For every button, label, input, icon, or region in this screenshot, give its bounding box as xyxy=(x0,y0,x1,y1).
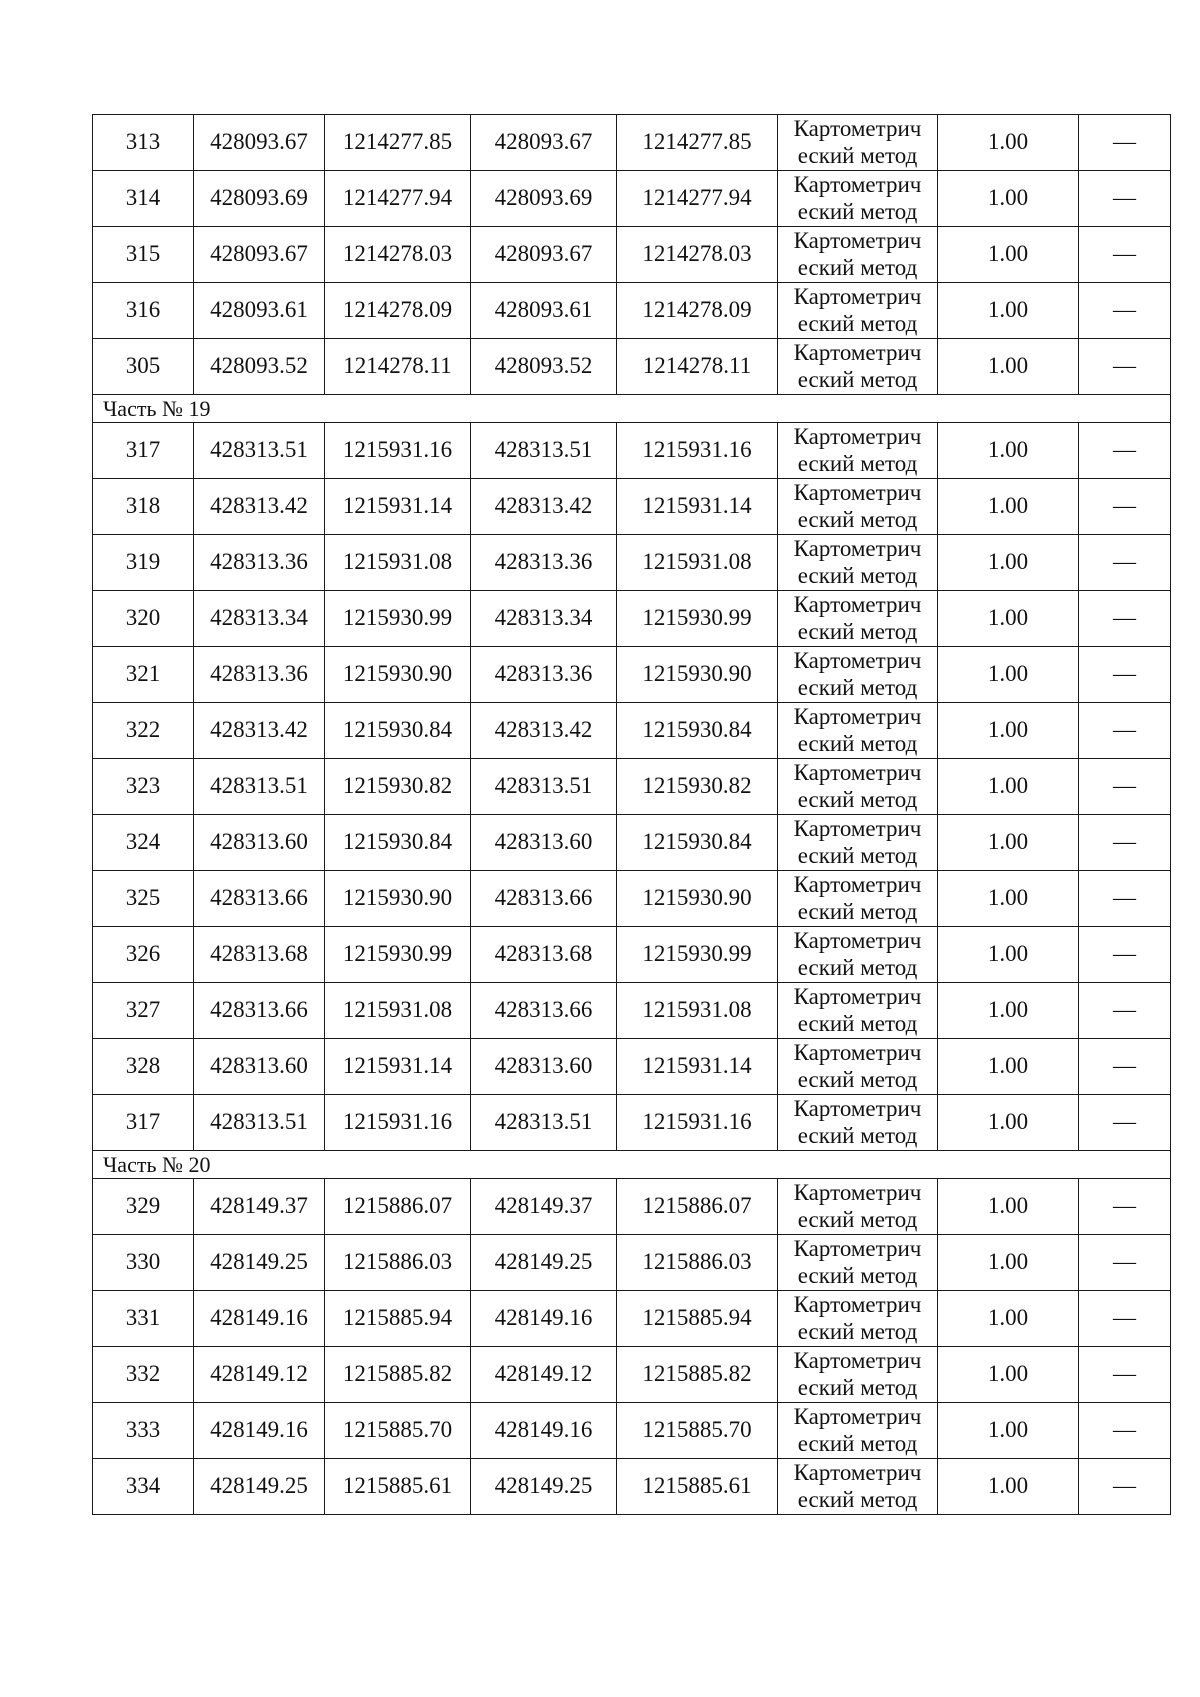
table-row xyxy=(93,1403,1171,1459)
method-line-2: еский метод xyxy=(797,954,918,980)
new-y-cell: 1215931.16 xyxy=(617,423,778,479)
method-line-1: Картометрич xyxy=(793,704,922,730)
table-row xyxy=(93,647,1171,703)
existing-y-cell: 1214277.94 xyxy=(325,171,471,227)
new-x-cell: 428313.42 xyxy=(471,703,617,759)
new-x-cell: 428313.51 xyxy=(471,423,617,479)
existing-x-cell: 428313.36 xyxy=(194,535,325,591)
table-row xyxy=(93,283,1171,339)
method-line-1: Картометрич xyxy=(793,1460,922,1486)
existing-x-cell: 428313.51 xyxy=(194,1095,325,1151)
point-number-cell: 323 xyxy=(93,759,194,815)
new-x-cell: 428093.69 xyxy=(471,171,617,227)
table-body xyxy=(93,115,1171,1515)
table-row xyxy=(93,423,1171,479)
existing-y-cell: 1215930.90 xyxy=(325,871,471,927)
existing-y-cell: 1214277.85 xyxy=(325,115,471,171)
new-x-cell: 428313.68 xyxy=(471,927,617,983)
new-x-cell: 428313.42 xyxy=(471,479,617,535)
existing-x-cell: 428149.16 xyxy=(194,1291,325,1347)
method-cell xyxy=(778,339,938,395)
table-row xyxy=(93,983,1171,1039)
new-x-cell: 428149.12 xyxy=(471,1347,617,1403)
note-cell: — xyxy=(1079,927,1171,983)
method-cell xyxy=(778,815,938,871)
table-row xyxy=(93,1235,1171,1291)
method-line-1: Картометрич xyxy=(793,284,922,310)
accuracy-cell: 1.00 xyxy=(938,423,1079,479)
existing-x-cell: 428313.60 xyxy=(194,1039,325,1095)
existing-y-cell: 1214278.09 xyxy=(325,283,471,339)
note-cell: — xyxy=(1079,1403,1171,1459)
existing-x-cell: 428093.52 xyxy=(194,339,325,395)
accuracy-cell: 1.00 xyxy=(938,647,1079,703)
existing-x-cell: 428313.42 xyxy=(194,703,325,759)
point-number-cell: 328 xyxy=(93,1039,194,1095)
new-y-cell: 1215886.03 xyxy=(617,1235,778,1291)
note-cell: — xyxy=(1079,283,1171,339)
method-line-2: еский метод xyxy=(797,618,918,644)
method-line-1: Картометрич xyxy=(793,760,922,786)
table-row xyxy=(93,1291,1171,1347)
point-number-cell: 329 xyxy=(93,1179,194,1235)
point-number-cell: 330 xyxy=(93,1235,194,1291)
method-line-1: Картометрич xyxy=(793,480,922,506)
point-number-cell: 318 xyxy=(93,479,194,535)
new-y-cell: 1215930.99 xyxy=(617,927,778,983)
existing-x-cell: 428313.60 xyxy=(194,815,325,871)
existing-x-cell: 428093.61 xyxy=(194,283,325,339)
existing-y-cell: 1215930.84 xyxy=(325,703,471,759)
method-line-2: еский метод xyxy=(797,1206,918,1232)
accuracy-cell: 1.00 xyxy=(938,591,1079,647)
existing-x-cell: 428093.69 xyxy=(194,171,325,227)
note-cell: — xyxy=(1079,479,1171,535)
existing-y-cell: 1215885.82 xyxy=(325,1347,471,1403)
method-line-2: еский метод xyxy=(797,366,918,392)
accuracy-cell: 1.00 xyxy=(938,759,1079,815)
table-row xyxy=(93,815,1171,871)
existing-y-cell: 1215931.16 xyxy=(325,1095,471,1151)
new-y-cell: 1215930.90 xyxy=(617,871,778,927)
new-x-cell: 428313.60 xyxy=(471,1039,617,1095)
new-y-cell: 1215885.94 xyxy=(617,1291,778,1347)
new-x-cell: 428149.16 xyxy=(471,1291,617,1347)
new-x-cell: 428149.25 xyxy=(471,1235,617,1291)
new-x-cell: 428313.60 xyxy=(471,815,617,871)
new-x-cell: 428313.36 xyxy=(471,647,617,703)
note-cell: — xyxy=(1079,1095,1171,1151)
existing-y-cell: 1215931.14 xyxy=(325,1039,471,1095)
method-line-1: Картометрич xyxy=(793,1096,922,1122)
note-cell: — xyxy=(1079,647,1171,703)
table-row xyxy=(93,1179,1171,1235)
existing-x-cell: 428149.25 xyxy=(194,1459,325,1515)
note-cell: — xyxy=(1079,423,1171,479)
new-y-cell: 1215931.14 xyxy=(617,1039,778,1095)
method-line-2: еский метод xyxy=(797,1066,918,1092)
method-line-1: Картометрич xyxy=(793,592,922,618)
accuracy-cell: 1.00 xyxy=(938,703,1079,759)
method-cell xyxy=(778,871,938,927)
method-cell xyxy=(778,479,938,535)
table-row xyxy=(93,703,1171,759)
method-cell xyxy=(778,1459,938,1515)
new-y-cell: 1215886.07 xyxy=(617,1179,778,1235)
existing-x-cell: 428313.36 xyxy=(194,647,325,703)
new-x-cell: 428313.66 xyxy=(471,983,617,1039)
table-row xyxy=(93,759,1171,815)
method-line-2: еский метод xyxy=(797,674,918,700)
new-y-cell: 1215885.82 xyxy=(617,1347,778,1403)
table-row xyxy=(93,535,1171,591)
note-cell: — xyxy=(1079,983,1171,1039)
existing-y-cell: 1215886.03 xyxy=(325,1235,471,1291)
method-line-2: еский метод xyxy=(797,450,918,476)
method-line-1: Картометрич xyxy=(793,172,922,198)
method-line-2: еский метод xyxy=(797,730,918,756)
existing-x-cell: 428313.42 xyxy=(194,479,325,535)
existing-y-cell: 1215886.07 xyxy=(325,1179,471,1235)
new-y-cell: 1215931.16 xyxy=(617,1095,778,1151)
note-cell: — xyxy=(1079,591,1171,647)
new-y-cell: 1214277.94 xyxy=(617,171,778,227)
new-x-cell: 428313.34 xyxy=(471,591,617,647)
method-line-1: Картометрич xyxy=(793,928,922,954)
method-line-1: Картометрич xyxy=(793,1236,922,1262)
new-y-cell: 1214277.85 xyxy=(617,115,778,171)
existing-x-cell: 428149.12 xyxy=(194,1347,325,1403)
part-heading-row xyxy=(93,395,1171,423)
new-x-cell: 428093.67 xyxy=(471,227,617,283)
method-line-2: еский метод xyxy=(797,1262,918,1288)
note-cell: — xyxy=(1079,703,1171,759)
point-number-cell: 313 xyxy=(93,115,194,171)
method-line-1: Картометрич xyxy=(793,872,922,898)
table-row xyxy=(93,115,1171,171)
existing-y-cell: 1214278.11 xyxy=(325,339,471,395)
note-cell: — xyxy=(1079,815,1171,871)
existing-x-cell: 428313.66 xyxy=(194,871,325,927)
point-number-cell: 321 xyxy=(93,647,194,703)
table-row xyxy=(93,1039,1171,1095)
accuracy-cell: 1.00 xyxy=(938,115,1079,171)
point-number-cell: 327 xyxy=(93,983,194,1039)
accuracy-cell: 1.00 xyxy=(938,227,1079,283)
method-cell xyxy=(778,1291,938,1347)
point-number-cell: 317 xyxy=(93,1095,194,1151)
note-cell: — xyxy=(1079,115,1171,171)
accuracy-cell: 1.00 xyxy=(938,871,1079,927)
method-line-2: еский метод xyxy=(797,254,918,280)
method-line-1: Картометрич xyxy=(793,536,922,562)
new-y-cell: 1215931.14 xyxy=(617,479,778,535)
new-y-cell: 1214278.09 xyxy=(617,283,778,339)
note-cell: — xyxy=(1079,1347,1171,1403)
existing-x-cell: 428093.67 xyxy=(194,227,325,283)
method-cell xyxy=(778,115,938,171)
new-y-cell: 1215930.99 xyxy=(617,591,778,647)
note-cell: — xyxy=(1079,535,1171,591)
new-x-cell: 428093.52 xyxy=(471,339,617,395)
method-line-1: Картометрич xyxy=(793,816,922,842)
existing-y-cell: 1215931.16 xyxy=(325,423,471,479)
accuracy-cell: 1.00 xyxy=(938,1235,1079,1291)
note-cell: — xyxy=(1079,339,1171,395)
method-line-2: еский метод xyxy=(797,310,918,336)
existing-x-cell: 428149.25 xyxy=(194,1235,325,1291)
accuracy-cell: 1.00 xyxy=(938,1039,1079,1095)
method-line-2: еский метод xyxy=(797,142,918,168)
method-line-1: Картометрич xyxy=(793,984,922,1010)
new-y-cell: 1215930.82 xyxy=(617,759,778,815)
existing-x-cell: 428093.67 xyxy=(194,115,325,171)
method-cell xyxy=(778,759,938,815)
method-line-2: еский метод xyxy=(797,198,918,224)
table-row xyxy=(93,871,1171,927)
existing-y-cell: 1215885.61 xyxy=(325,1459,471,1515)
note-cell: — xyxy=(1079,227,1171,283)
point-number-cell: 324 xyxy=(93,815,194,871)
accuracy-cell: 1.00 xyxy=(938,983,1079,1039)
existing-x-cell: 428313.66 xyxy=(194,983,325,1039)
method-line-1: Картометрич xyxy=(793,648,922,674)
existing-y-cell: 1215930.90 xyxy=(325,647,471,703)
method-cell xyxy=(778,1235,938,1291)
table-row xyxy=(93,591,1171,647)
table-row xyxy=(93,1459,1171,1515)
method-line-2: еский метод xyxy=(797,562,918,588)
note-cell: — xyxy=(1079,1459,1171,1515)
accuracy-cell: 1.00 xyxy=(938,535,1079,591)
point-number-cell: 332 xyxy=(93,1347,194,1403)
method-line-2: еский метод xyxy=(797,1010,918,1036)
method-cell xyxy=(778,647,938,703)
accuracy-cell: 1.00 xyxy=(938,479,1079,535)
point-number-cell: 320 xyxy=(93,591,194,647)
new-y-cell: 1215930.84 xyxy=(617,815,778,871)
method-cell xyxy=(778,1179,938,1235)
accuracy-cell: 1.00 xyxy=(938,815,1079,871)
note-cell: — xyxy=(1079,1291,1171,1347)
new-y-cell: 1215930.90 xyxy=(617,647,778,703)
existing-y-cell: 1215885.94 xyxy=(325,1291,471,1347)
existing-x-cell: 428313.68 xyxy=(194,927,325,983)
point-number-cell: 316 xyxy=(93,283,194,339)
point-number-cell: 322 xyxy=(93,703,194,759)
method-line-2: еский метод xyxy=(797,898,918,924)
point-number-cell: 326 xyxy=(93,927,194,983)
method-line-1: Картометрич xyxy=(793,1404,922,1430)
existing-y-cell: 1215930.99 xyxy=(325,927,471,983)
new-y-cell: 1214278.11 xyxy=(617,339,778,395)
existing-x-cell: 428313.51 xyxy=(194,759,325,815)
new-x-cell: 428313.51 xyxy=(471,1095,617,1151)
new-y-cell: 1215931.08 xyxy=(617,535,778,591)
note-cell: — xyxy=(1079,1235,1171,1291)
table-row xyxy=(93,1095,1171,1151)
existing-y-cell: 1215930.84 xyxy=(325,815,471,871)
point-number-cell: 317 xyxy=(93,423,194,479)
existing-x-cell: 428149.37 xyxy=(194,1179,325,1235)
table-row xyxy=(93,479,1171,535)
note-cell: — xyxy=(1079,871,1171,927)
new-y-cell: 1215885.61 xyxy=(617,1459,778,1515)
point-number-cell: 305 xyxy=(93,339,194,395)
accuracy-cell: 1.00 xyxy=(938,1347,1079,1403)
accuracy-cell: 1.00 xyxy=(938,1179,1079,1235)
existing-y-cell: 1215930.82 xyxy=(325,759,471,815)
accuracy-cell: 1.00 xyxy=(938,1459,1079,1515)
accuracy-cell: 1.00 xyxy=(938,283,1079,339)
note-cell: — xyxy=(1079,171,1171,227)
table-row xyxy=(93,339,1171,395)
new-y-cell: 1214278.03 xyxy=(617,227,778,283)
method-line-1: Картометрич xyxy=(793,1292,922,1318)
method-line-1: Картометрич xyxy=(793,1180,922,1206)
method-line-2: еский метод xyxy=(797,506,918,532)
table-row xyxy=(93,227,1171,283)
method-line-1: Картометрич xyxy=(793,1348,922,1374)
part-heading: Часть № 20 xyxy=(93,1151,1171,1179)
new-x-cell: 428149.37 xyxy=(471,1179,617,1235)
accuracy-cell: 1.00 xyxy=(938,927,1079,983)
method-cell xyxy=(778,1403,938,1459)
part-heading: Часть № 19 xyxy=(93,395,1171,423)
accuracy-cell: 1.00 xyxy=(938,171,1079,227)
method-cell xyxy=(778,927,938,983)
new-x-cell: 428149.25 xyxy=(471,1459,617,1515)
method-line-2: еский метод xyxy=(797,1318,918,1344)
new-y-cell: 1215885.70 xyxy=(617,1403,778,1459)
coordinates-table xyxy=(92,114,1171,1515)
part-heading-row xyxy=(93,1151,1171,1179)
method-line-1: Картометрич xyxy=(793,424,922,450)
new-x-cell: 428313.36 xyxy=(471,535,617,591)
method-line-1: Картометрич xyxy=(793,340,922,366)
method-cell xyxy=(778,1347,938,1403)
existing-x-cell: 428313.34 xyxy=(194,591,325,647)
method-line-1: Картометрич xyxy=(793,1040,922,1066)
method-line-1: Картометрич xyxy=(793,116,922,142)
point-number-cell: 331 xyxy=(93,1291,194,1347)
accuracy-cell: 1.00 xyxy=(938,339,1079,395)
existing-x-cell: 428313.51 xyxy=(194,423,325,479)
existing-x-cell: 428149.16 xyxy=(194,1403,325,1459)
new-y-cell: 1215930.84 xyxy=(617,703,778,759)
method-line-2: еский метод xyxy=(797,1430,918,1456)
method-cell xyxy=(778,703,938,759)
table-row xyxy=(93,1347,1171,1403)
method-cell xyxy=(778,1039,938,1095)
method-cell xyxy=(778,591,938,647)
method-cell xyxy=(778,283,938,339)
method-line-2: еский метод xyxy=(797,842,918,868)
accuracy-cell: 1.00 xyxy=(938,1095,1079,1151)
method-line-1: Картометрич xyxy=(793,228,922,254)
existing-y-cell: 1215931.08 xyxy=(325,535,471,591)
existing-y-cell: 1215885.70 xyxy=(325,1403,471,1459)
method-cell xyxy=(778,535,938,591)
point-number-cell: 315 xyxy=(93,227,194,283)
note-cell: — xyxy=(1079,1039,1171,1095)
new-x-cell: 428313.66 xyxy=(471,871,617,927)
document-page xyxy=(92,114,1170,1515)
note-cell: — xyxy=(1079,759,1171,815)
method-cell xyxy=(778,423,938,479)
existing-y-cell: 1215931.08 xyxy=(325,983,471,1039)
existing-y-cell: 1215931.14 xyxy=(325,479,471,535)
point-number-cell: 325 xyxy=(93,871,194,927)
new-x-cell: 428149.16 xyxy=(471,1403,617,1459)
new-x-cell: 428313.51 xyxy=(471,759,617,815)
note-cell: — xyxy=(1079,1179,1171,1235)
method-cell xyxy=(778,171,938,227)
method-line-2: еский метод xyxy=(797,1486,918,1512)
method-line-2: еский метод xyxy=(797,786,918,812)
method-cell xyxy=(778,227,938,283)
accuracy-cell: 1.00 xyxy=(938,1291,1079,1347)
method-line-2: еский метод xyxy=(797,1122,918,1148)
method-line-2: еский метод xyxy=(797,1374,918,1400)
existing-y-cell: 1214278.03 xyxy=(325,227,471,283)
point-number-cell: 334 xyxy=(93,1459,194,1515)
point-number-cell: 319 xyxy=(93,535,194,591)
accuracy-cell: 1.00 xyxy=(938,1403,1079,1459)
table-row xyxy=(93,171,1171,227)
new-y-cell: 1215931.08 xyxy=(617,983,778,1039)
new-x-cell: 428093.67 xyxy=(471,115,617,171)
point-number-cell: 314 xyxy=(93,171,194,227)
method-cell xyxy=(778,1095,938,1151)
table-row xyxy=(93,927,1171,983)
method-cell xyxy=(778,983,938,1039)
new-x-cell: 428093.61 xyxy=(471,283,617,339)
existing-y-cell: 1215930.99 xyxy=(325,591,471,647)
point-number-cell: 333 xyxy=(93,1403,194,1459)
